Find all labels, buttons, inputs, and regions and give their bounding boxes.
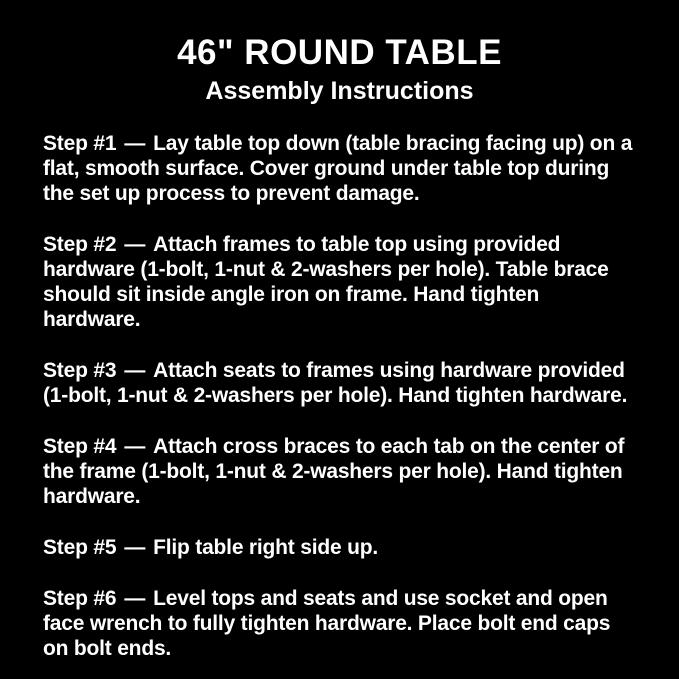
header	[0, 0, 679, 105]
step-4	[43, 434, 637, 509]
step-1-separator: —	[124, 132, 146, 155]
page-subtitle: Assembly Instructions	[205, 76, 474, 105]
step-4-label: Step #4	[43, 435, 117, 458]
step-4-text: Attach cross braces to each tab on the center of the frame (1-bolt, 1-nut & 2-washers per hole). Hand tighten hardware.	[43, 435, 625, 508]
step-3-label: Step #3	[43, 359, 117, 382]
step-6	[43, 586, 637, 661]
step-6-separator: —	[124, 587, 146, 610]
steps-list	[43, 131, 637, 661]
step-1	[43, 131, 637, 206]
step-5-label: Step #5	[43, 536, 117, 559]
step-1-text: Lay table top down (table bracing facing up) on a flat, smooth surface. Cover ground under table top during the set up process to prevent damage.	[43, 132, 633, 205]
step-2-separator: —	[124, 233, 146, 256]
step-2	[43, 232, 637, 332]
step-5	[43, 535, 637, 560]
step-2-text: Attach frames to table top using provided hardware (1-bolt, 1-nut & 2-washers per hole). Table brace should sit inside angle iron on frame. Hand tighten hardware.	[43, 233, 609, 331]
step-3-separator: —	[124, 359, 146, 382]
step-6-text: Level tops and seats and use socket and open face wrench to fully tighten hardware. Place bolt end caps on bolt ends.	[43, 587, 611, 660]
step-4-separator: —	[124, 435, 146, 458]
step-1-label: Step #1	[43, 132, 117, 155]
step-2-label: Step #2	[43, 233, 117, 256]
step-3	[43, 358, 637, 408]
page-title: 46" ROUND TABLE	[177, 33, 502, 72]
step-6-label: Step #6	[43, 587, 117, 610]
step-3-text: Attach seats to frames using hardware provided (1-bolt, 1-nut & 2-washers per hole). Hand tighten hardware.	[43, 359, 628, 407]
step-5-separator: —	[124, 536, 146, 559]
step-5-text: Flip table right side up.	[153, 536, 378, 559]
